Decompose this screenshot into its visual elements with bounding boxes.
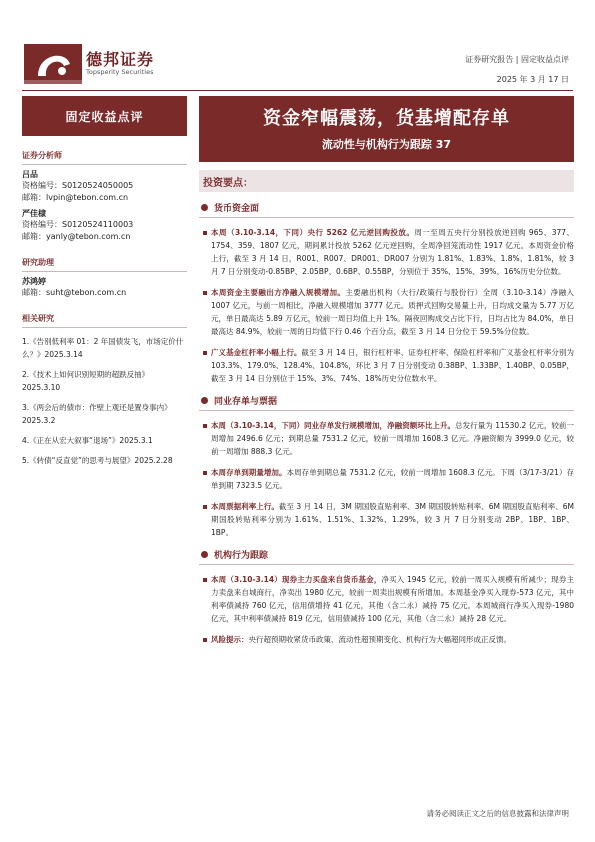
- page-header: [0, 0, 595, 95]
- page-title: 资金窄幅震荡，货基增配存单: [263, 108, 510, 129]
- bullet-paragraph: [199, 346, 574, 385]
- bullet-dot-icon: [201, 397, 208, 404]
- section-title: 机构行为跟踪: [214, 551, 269, 561]
- square-bullet-icon: [203, 505, 207, 509]
- assistant-name: 苏鸿婷: [22, 277, 46, 286]
- paragraph-body: 主要融出机构（大行/政策行与股份行）全周（3.10-3.14）净融入 1007 亿元，与前一周相比，净融入规模增加 3777 亿元。质押式回购交易量上升，日均成交量为 5.77 万亿元，单日最高达 5.89 万亿元，较前一周日均值上升 1%。隔夜回购成交占比下行，日均占比为 84.0%，单日最高达 84.9%，较前一周的日均值下行 0.46 个百分点，截至 3 月 14 日分位于 59.5%分位数。: [211, 288, 574, 336]
- risk-body: 央行超预期收紧货币政策、流动性超预期变化、机构行为大幅超同形成正反馈。: [248, 635, 511, 644]
- main-content: [199, 96, 574, 646]
- paragraph-body: 净买入 1945 亿元，较前一周买入规模有所减少；现券主力卖盘来自城商行，净卖出 1980 亿元，较前一周卖出规模有所增加。本周基金净买入现券-573 亿元，其中利率债减持 760 亿元，信用债增持 41 亿元，其他（含二永）减持 75 亿元。本周城商行净买入现券-1980 亿元，其中利率债减持 819 亿元，信用债减持 100 亿元，其他（含二永）减持 28 亿元。: [211, 575, 574, 623]
- related-report-link[interactable]: 2.《技术上如何识别短期的超跌反抽》2025.3.10: [22, 370, 150, 392]
- paragraph-body: 截至 3 月 14 日，3M 期国股直贴利率、3M 期国股转贴利率、6M 期国股直贴利率、6M 期国股转贴利率分别为 1.61%、1.51%、1.32%、1.29%，较 3 月 7 日分别变动 2BP、1BP、1BP、1BP。: [211, 502, 574, 537]
- risk-lead: 风险提示：: [211, 635, 249, 644]
- paragraph-body: 本周存单到期总量 7531.2 亿元，较前一周增加 1608.3 亿元。下周（3/17-3/21）存单到期 7323.5 亿元。: [211, 468, 575, 490]
- section-heading-money-market: [199, 201, 574, 218]
- analyst-email[interactable]: 邮箱：yanly@tebon.com.cn: [22, 232, 131, 241]
- keypoints-heading: 投资要点：: [199, 170, 574, 192]
- bullet-paragraph: [199, 226, 574, 278]
- paragraph-body: 周一至周五央行分别投放逆回购 965、377、1754、359、1807 亿元，期间累计投放 5262 亿元逆回购，全周净回笼流动性 1917 亿元。本周资金价格上行，截至 3 月 14 日，R001、R007、DR001、DR007 分别为 1.81%、1.83%、1.8%、1.81%，较 3 月 7 日分别变动-0.85BP、2.05BP、0.6BP、0.55BP，分别位于 35%、15%、39%、16%历史分位数。: [211, 228, 575, 276]
- analyst-card: [22, 208, 187, 243]
- paragraph-lead: 本周票据利率上行。: [211, 502, 279, 511]
- analyst-card: [22, 169, 187, 204]
- paragraph-lead: 本周存单到期量增加。: [211, 468, 287, 477]
- paragraph-lead: 广义基金杠杆率小幅上行。: [211, 348, 302, 357]
- bullet-paragraph: [199, 573, 574, 625]
- section-title: 同业存单与票据: [214, 397, 278, 407]
- related-report-link[interactable]: 4.《正在从宏大叙事“退场”》2025.3.1: [22, 436, 153, 445]
- bullet-dot-icon: [201, 551, 208, 558]
- analyst-email[interactable]: 邮箱：lvpin@tebon.com.cn: [22, 193, 129, 202]
- bullet-paragraph: [199, 286, 574, 338]
- title-banner: [199, 96, 574, 162]
- square-bullet-icon: [203, 231, 207, 235]
- section-title: 货币资金面: [214, 204, 260, 214]
- paragraph-lead: 本周（3.10-3.14）现券主力买盘来自货币基金，: [211, 575, 382, 584]
- square-bullet-icon: [203, 291, 207, 295]
- square-bullet-icon: [203, 578, 207, 582]
- paragraph-lead: 本周资金主要融出方净融入规模增加。: [211, 288, 346, 297]
- risk-warning: [199, 633, 574, 646]
- square-bullet-icon: [203, 424, 207, 428]
- section-heading-institution-behavior: [199, 548, 574, 565]
- paragraph-body: 总发行量为 11530.2 亿元，较前一周增加 2496.6 亿元；到期总量 7531.2 亿元，较前一周增加 1608.3 亿元。净融资额为 3999.0 亿元，较前一周增加 888.3 亿元。: [211, 421, 574, 456]
- analyst-name: 严佳棣: [22, 209, 46, 218]
- category-banner: 固定收益点评: [22, 96, 187, 136]
- bullet-paragraph: [199, 419, 574, 458]
- square-bullet-icon: [203, 638, 207, 642]
- header-divider: [22, 90, 573, 91]
- paragraph-lead: 本周（3.10-3.14，下同）同业存单发行规模增加，净融资额环比上升。: [211, 421, 456, 430]
- related-report-link[interactable]: 5.《转债“反直觉”的思考与展望》2025.2.28: [22, 456, 173, 465]
- analysts-heading: 证券分析师: [22, 150, 187, 165]
- brand-name: 德邦证券: [86, 50, 155, 69]
- analyst-cert: 资格编号：S0120524110003: [22, 220, 134, 229]
- tebon-logo-icon: [24, 44, 82, 84]
- bullet-paragraph: [199, 500, 574, 539]
- report-type: 证券研究报告 | 固定收益点评: [465, 55, 569, 64]
- assistant-email[interactable]: 邮箱：suht@tebon.com.cn: [22, 288, 127, 297]
- brand-english: Topsperity Securities: [86, 68, 154, 76]
- paragraph-body: 截至 3 月 14 日，银行杠杆率、证券杠杆率、保险杠杆率和广义基金杠杆率分别为 103.3%、179.0%、128.4%、104.8%，环比 3 月 7 日分别变动 0.38BP、1.33BP、1.40BP、0.05BP，截至 3 月 14 日分别位于 15%、3%、74%、18%历史分位数水平。: [211, 348, 575, 383]
- footer-disclaimer: 请务必阅读正文之后的信息披露和法律声明: [426, 809, 569, 818]
- analyst-name: 吕品: [22, 170, 38, 179]
- related-report-link[interactable]: 3.《两会后的债市：作壁上观还是置身事内》2025.3.2: [22, 403, 172, 425]
- page-subtitle: 流动性与机构行为跟踪 37: [321, 138, 452, 151]
- report-date: 2025 年 3 月 17 日: [496, 75, 569, 84]
- left-sidebar: [22, 96, 187, 467]
- bullet-paragraph: [199, 466, 574, 492]
- paragraph-lead: 本周（3.10-3.14，下同）央行 5262 亿元逆回购投放。: [211, 228, 415, 237]
- square-bullet-icon: [203, 471, 207, 475]
- related-heading: 相关研究: [22, 313, 187, 328]
- section-heading-ncd-bills: [199, 394, 574, 411]
- square-bullet-icon: [203, 351, 207, 355]
- assistant-heading: 研究助理: [22, 257, 187, 272]
- analyst-cert: 资格编号：S0120524050005: [22, 181, 134, 190]
- bullet-dot-icon: [201, 204, 208, 211]
- related-report-link[interactable]: 1.《告别低利率 01：2 年国债发飞，市场定价什么？》2025.3.14: [22, 337, 184, 359]
